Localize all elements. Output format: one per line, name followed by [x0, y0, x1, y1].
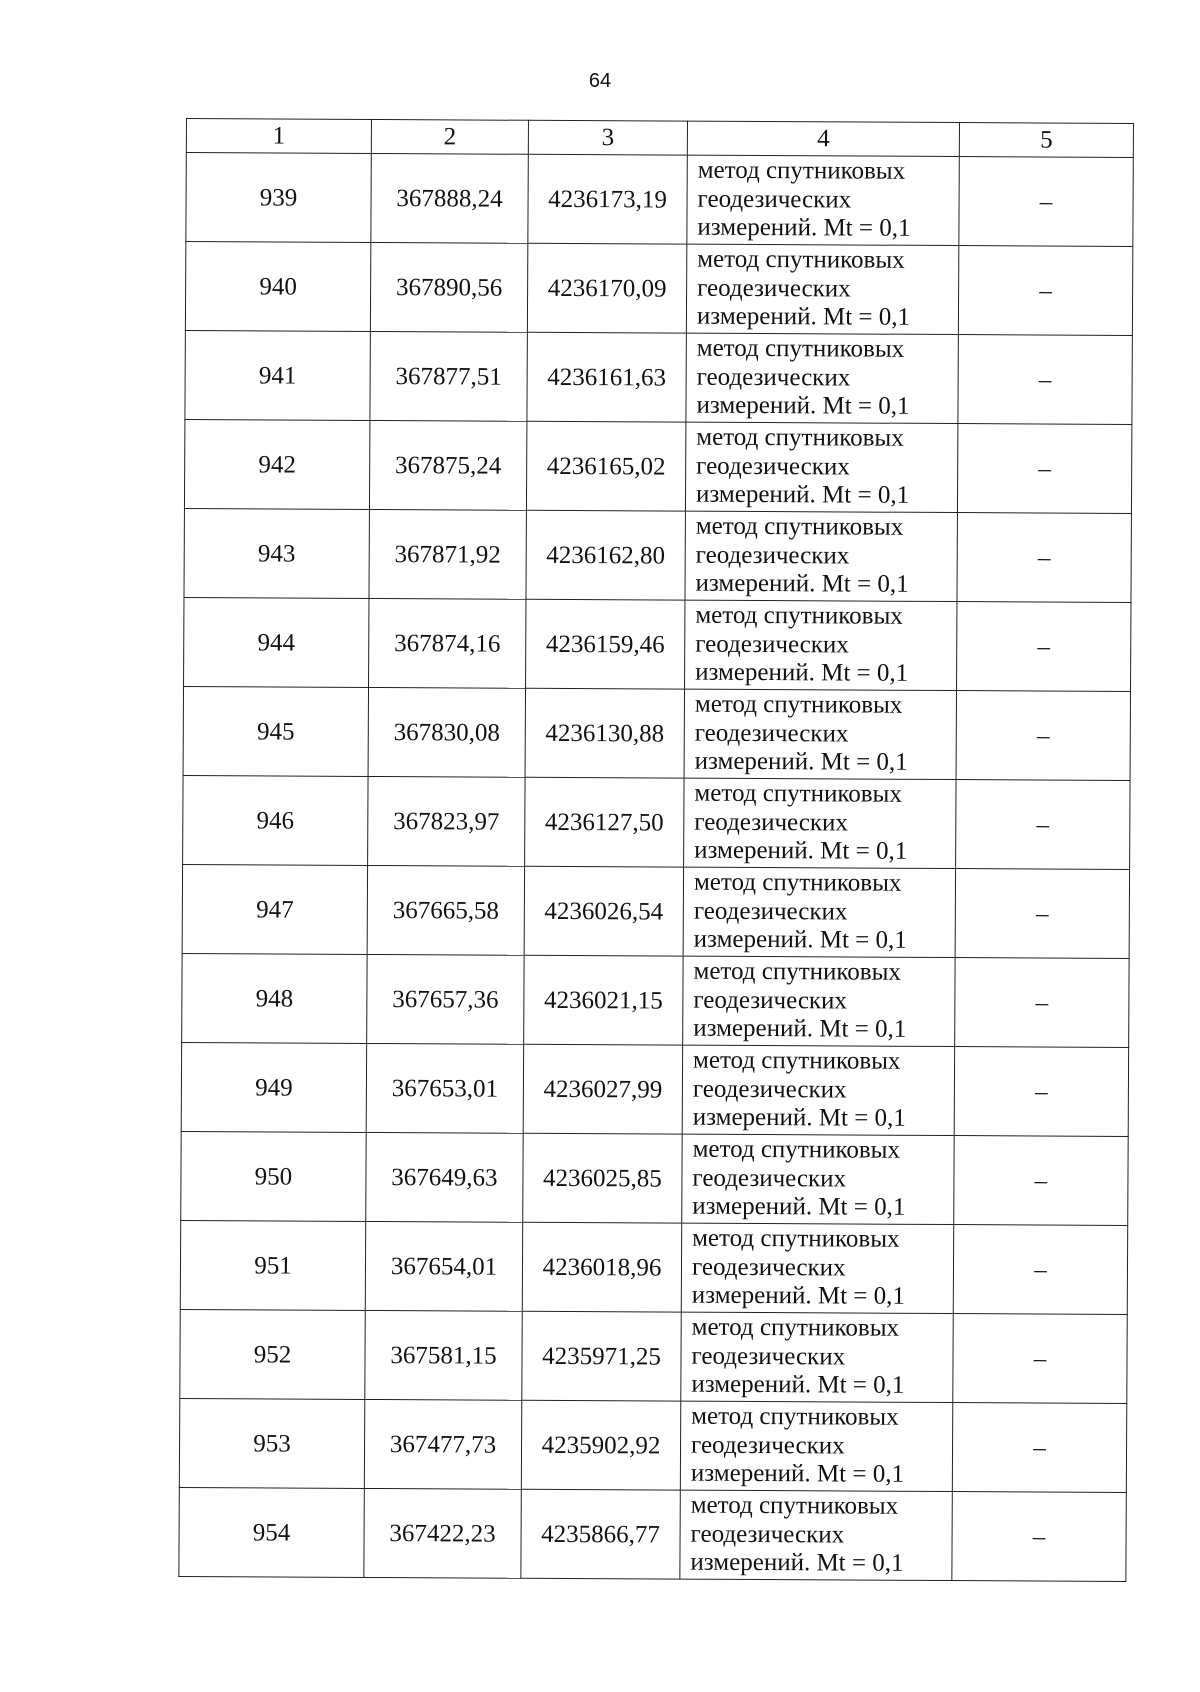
note-cell: – — [952, 1403, 1126, 1493]
y-coordinate-cell: 4236026,54 — [524, 866, 683, 956]
method-line: метод спутниковых — [692, 1224, 900, 1254]
x-coordinate-cell: 367657,36 — [367, 954, 524, 1044]
method-cell — [687, 155, 959, 245]
method-line: измерений. Mt = 0,1 — [691, 1281, 905, 1311]
method-cell — [684, 689, 956, 779]
method-cell — [684, 778, 956, 868]
point-number-cell: 948 — [182, 953, 367, 1043]
method-line: измерений. Mt = 0,1 — [690, 1459, 905, 1489]
header-col-2: 2 — [371, 119, 528, 154]
method-line: геодезических — [690, 1520, 845, 1549]
point-number-cell: 945 — [183, 686, 368, 776]
table-row — [185, 242, 1132, 336]
method-line: измерений. Mt = 0,1 — [695, 658, 909, 688]
method-line: измерений. Mt = 0,1 — [697, 213, 911, 243]
note-cell: – — [956, 780, 1130, 870]
point-number-cell: 941 — [185, 330, 370, 420]
method-line: геодезических — [693, 897, 848, 926]
method-line: метод спутниковых — [691, 1402, 899, 1431]
method-line: геодезических — [696, 363, 851, 392]
method-line: геодезических — [697, 274, 851, 303]
point-number-cell: 946 — [183, 775, 368, 865]
page-number: 64 — [588, 70, 612, 92]
point-number-cell: 952 — [180, 1309, 365, 1399]
method-cell — [686, 244, 958, 334]
method-line: измерений. Mt = 0,1 — [693, 925, 907, 955]
method-line: метод спутниковых — [694, 690, 903, 720]
header-col-5: 5 — [959, 123, 1133, 158]
note-cell: – — [956, 691, 1130, 781]
x-coordinate-cell: 367649,63 — [366, 1132, 523, 1222]
table-row — [184, 508, 1131, 602]
point-number-cell: 940 — [185, 242, 370, 332]
method-line: геодезических — [690, 1431, 845, 1460]
y-coordinate-cell: 4236165,02 — [526, 421, 685, 511]
y-coordinate-cell: 4236127,50 — [525, 777, 684, 867]
note-cell: – — [955, 958, 1129, 1048]
method-line: метод спутниковых — [693, 1046, 901, 1076]
method-line: геодезических — [696, 452, 850, 481]
note-cell: – — [952, 1492, 1126, 1582]
x-coordinate-cell: 367654,01 — [365, 1221, 522, 1311]
method-line: геодезических — [693, 986, 848, 1015]
y-coordinate-cell: 4236162,80 — [526, 510, 685, 600]
note-cell: – — [957, 424, 1131, 514]
x-coordinate-cell: 367874,16 — [369, 598, 526, 688]
y-coordinate-cell: 4236159,46 — [526, 599, 685, 689]
method-line: метод спутниковых — [697, 245, 905, 275]
note-cell: – — [957, 602, 1131, 692]
table-row — [180, 1220, 1127, 1314]
y-coordinate-cell: 4235866,77 — [521, 1489, 680, 1579]
header-col-1: 1 — [186, 119, 371, 154]
method-line: метод спутниковых — [697, 156, 906, 186]
method-cell — [681, 1223, 953, 1313]
method-cell — [686, 333, 958, 423]
point-number-cell: 950 — [181, 1131, 366, 1221]
note-cell: – — [953, 1314, 1127, 1404]
note-cell: – — [954, 1047, 1128, 1137]
note-cell: – — [955, 869, 1129, 959]
note-cell: – — [959, 157, 1133, 247]
x-coordinate-cell: 367830,08 — [368, 687, 525, 777]
x-coordinate-cell: 367888,24 — [371, 153, 528, 243]
x-coordinate-cell: 367422,23 — [364, 1488, 521, 1578]
note-cell: – — [954, 1136, 1128, 1226]
table-row — [184, 419, 1131, 513]
method-line: геодезических — [692, 1075, 847, 1104]
method-cell — [681, 1312, 953, 1402]
method-line: метод спутниковых — [690, 1491, 899, 1520]
y-coordinate-cell: 4235902,92 — [521, 1400, 680, 1490]
method-line: измерений. Mt = 0,1 — [690, 1548, 904, 1578]
method-cell — [683, 956, 955, 1046]
table-body — [179, 153, 1133, 1582]
method-line: геодезических — [694, 808, 848, 837]
method-line: измерений. Mt = 0,1 — [694, 747, 908, 777]
x-coordinate-cell: 367477,73 — [364, 1399, 521, 1489]
y-coordinate-cell: 4236170,09 — [527, 243, 686, 333]
x-coordinate-cell: 367871,92 — [369, 509, 526, 599]
point-number-cell: 947 — [182, 864, 367, 954]
point-number-cell: 953 — [179, 1398, 364, 1488]
method-line: геодезических — [695, 630, 849, 659]
point-number-cell: 942 — [184, 419, 369, 509]
x-coordinate-cell: 367653,01 — [366, 1043, 523, 1133]
method-cell — [682, 1045, 954, 1135]
method-line: измерений. Mt = 0,1 — [694, 836, 908, 866]
note-cell: – — [958, 246, 1132, 336]
method-line: измерений. Mt = 0,1 — [695, 480, 910, 510]
table-row — [179, 1487, 1126, 1581]
method-line: метод спутниковых — [693, 957, 902, 987]
table-row — [186, 153, 1133, 247]
table-row — [182, 953, 1129, 1047]
header-row — [186, 119, 1133, 158]
method-line: измерений. Mt = 0,1 — [696, 391, 910, 421]
method-line: метод спутниковых — [694, 779, 902, 809]
note-cell: – — [953, 1225, 1127, 1315]
method-line: измерений. Mt = 0,1 — [691, 1370, 905, 1400]
table-row — [181, 1042, 1128, 1136]
header-col-4: 4 — [687, 121, 959, 156]
y-coordinate-cell: 4236173,19 — [528, 154, 687, 244]
point-number-cell: 939 — [186, 153, 371, 243]
table-row — [183, 775, 1130, 869]
method-line: измерений. Mt = 0,1 — [693, 1014, 907, 1044]
table-row — [184, 597, 1131, 691]
method-line: метод спутниковых — [693, 868, 902, 898]
x-coordinate-cell: 367875,24 — [369, 420, 526, 510]
method-line: геодезических — [691, 1342, 846, 1371]
x-coordinate-cell: 367890,56 — [370, 242, 527, 332]
method-line: метод спутниковых — [691, 1313, 900, 1342]
method-cell — [680, 1401, 952, 1491]
table-row — [185, 330, 1132, 424]
y-coordinate-cell: 4235971,25 — [522, 1311, 681, 1401]
point-number-cell: 954 — [179, 1487, 364, 1577]
y-coordinate-cell: 4236027,99 — [523, 1044, 682, 1134]
method-cell — [685, 422, 957, 512]
method-line: измерений. Mt = 0,1 — [696, 302, 911, 332]
method-line: измерений. Mt = 0,1 — [692, 1103, 906, 1133]
point-number-cell: 951 — [180, 1220, 365, 1310]
table-row — [183, 686, 1130, 780]
note-cell: – — [957, 513, 1131, 603]
method-line: геодезических — [692, 1164, 847, 1193]
x-coordinate-cell: 367823,97 — [368, 776, 525, 866]
x-coordinate-cell: 367665,58 — [367, 865, 524, 955]
table-row — [181, 1131, 1128, 1225]
coordinates-table — [178, 118, 1134, 1582]
y-coordinate-cell: 4236021,15 — [524, 955, 683, 1045]
table-header — [186, 119, 1133, 158]
method-line: геодезических — [695, 541, 850, 570]
method-line: измерений. Mt = 0,1 — [692, 1192, 906, 1222]
y-coordinate-cell: 4236018,96 — [522, 1222, 681, 1312]
method-line: геодезических — [694, 719, 849, 748]
method-cell — [685, 511, 957, 601]
point-number-cell: 944 — [184, 597, 369, 687]
method-line: метод спутниковых — [695, 512, 904, 542]
method-line: метод спутниковых — [692, 1135, 901, 1165]
table-row — [179, 1398, 1126, 1492]
table-row — [180, 1309, 1127, 1403]
y-coordinate-cell: 4236025,85 — [523, 1133, 682, 1223]
method-line: метод спутниковых — [696, 423, 904, 453]
y-coordinate-cell: 4236130,88 — [525, 688, 684, 778]
method-cell — [685, 600, 957, 690]
x-coordinate-cell: 367581,15 — [365, 1310, 522, 1400]
x-coordinate-cell: 367877,51 — [370, 331, 527, 421]
method-cell — [680, 1490, 952, 1580]
y-coordinate-cell: 4236161,63 — [527, 332, 686, 422]
method-line: метод спутниковых — [695, 601, 903, 631]
note-cell: – — [958, 335, 1132, 425]
point-number-cell: 949 — [181, 1042, 366, 1132]
method-cell — [682, 1134, 954, 1224]
method-line: измерений. Mt = 0,1 — [695, 569, 909, 599]
method-cell — [683, 867, 955, 957]
method-line: метод спутниковых — [696, 334, 905, 364]
table-row — [182, 864, 1129, 958]
header-col-3: 3 — [528, 120, 687, 155]
method-line: геодезических — [697, 185, 852, 214]
point-number-cell: 943 — [184, 508, 369, 598]
method-line: геодезических — [691, 1253, 846, 1282]
